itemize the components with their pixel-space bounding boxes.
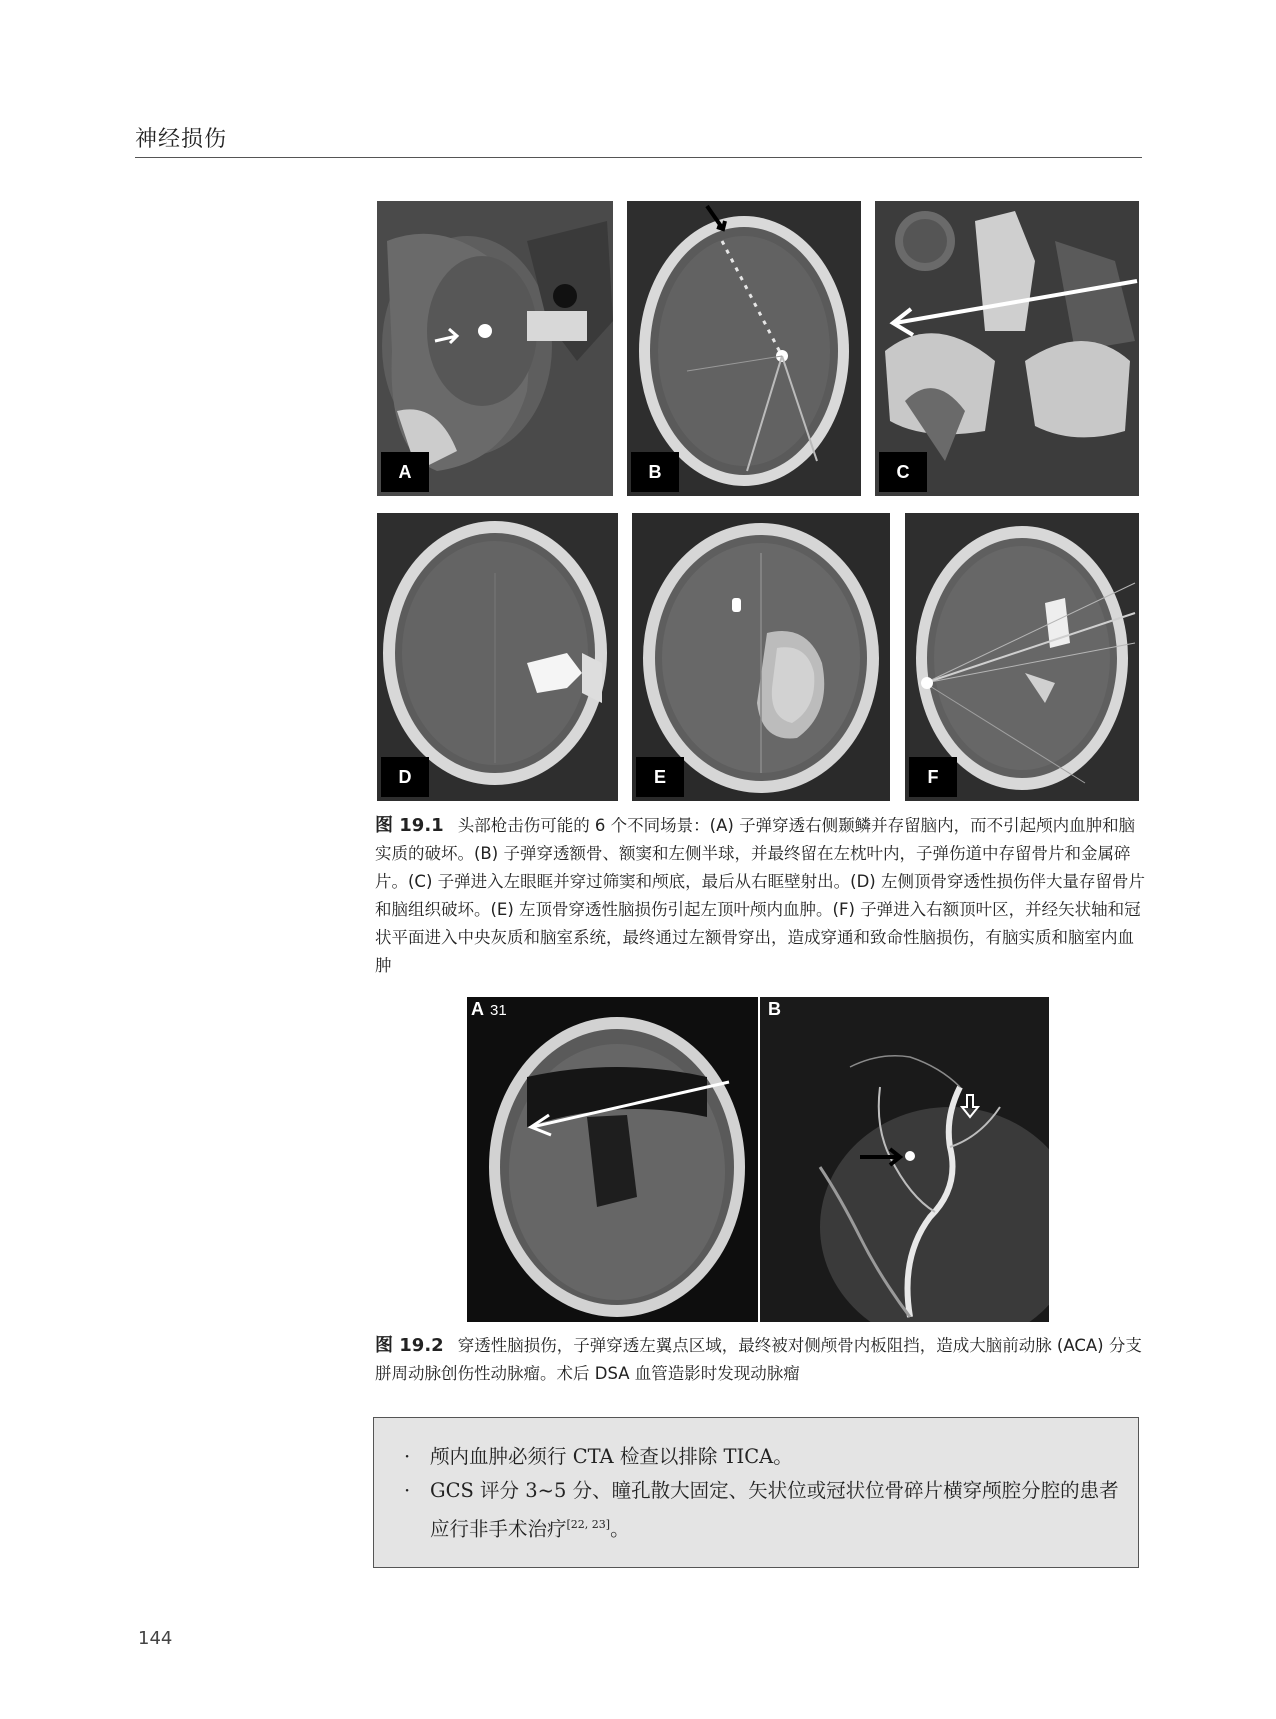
figure-1-caption xyxy=(375,812,1145,980)
ct-image-2a xyxy=(467,997,758,1322)
figure-panel-f xyxy=(905,513,1139,801)
header-rule xyxy=(135,157,1142,158)
figure-panel-d xyxy=(377,513,618,801)
page-number: 144 xyxy=(138,1628,173,1649)
figure-number: 图 19.2 xyxy=(375,1335,444,1356)
panel-label: A xyxy=(381,452,429,492)
caption-text: 头部枪击伤可能的 6 个不同场景：(A) 子弹穿透右侧颞鳞并存留脑内，而不引起颅内血肿和脑实质的破坏。(B) 子弹穿透额骨、额窦和左侧半球，并最终留在左枕叶内，子弹伤道中存留骨片和金属碎片。(C) 子弹进入左眼眶并穿过筛窦和颅底，最后从右眶壁射出。(D) 左侧顶骨穿透性损伤伴大量存留骨片和脑组织破坏。(E) 左顶骨穿透性脑损伤引起左顶叶颅内血肿。(F) 子弹进入右额顶叶区，并经矢状轴和冠状平面进入中央灰质和脑室系统，最终通过左额骨穿出，造成穿通和致命性脑损伤，有脑实质和脑室内血肿 xyxy=(375,816,1145,975)
bullet: · xyxy=(404,1479,411,1502)
figure-number: 图 19.1 xyxy=(375,815,444,836)
figure-2-panel-b xyxy=(760,997,1049,1322)
panel-label: F xyxy=(909,757,957,797)
angiogram-image-2b xyxy=(760,997,1049,1322)
panel-label: A 31 xyxy=(471,999,507,1019)
key-point-item xyxy=(404,1474,1120,1547)
bullet: · xyxy=(404,1445,411,1468)
figure-panel-a xyxy=(377,201,613,496)
key-point-text: 颅内血肿必须行 CTA 检查以排除 TICA。 xyxy=(430,1445,793,1468)
panel-label: B xyxy=(768,999,781,1019)
figure-panel-e xyxy=(632,513,890,801)
panel-label: C xyxy=(879,452,927,492)
caption-text: 穿透性脑损伤，子弹穿透左翼点区域，最终被对侧颅骨内板阻挡，造成大脑前动脉 (ACA) 分支胼周动脉创伤性动脉瘤。术后 DSA 血管造影时发现动脉瘤 xyxy=(375,1336,1142,1383)
figure-panel-c xyxy=(875,201,1139,496)
key-point-item xyxy=(404,1440,1120,1474)
key-point-text: GCS 评分 3~5 分、瞳孔散大固定、矢状位或冠状位骨碎片横穿颅腔分腔的患者应行非手术治疗 xyxy=(430,1479,1119,1541)
panel-label: E xyxy=(636,757,684,797)
running-header: 神经损伤 xyxy=(135,127,228,152)
panel-label: B xyxy=(631,452,679,492)
figure-panel-b xyxy=(627,201,861,496)
panel-label: D xyxy=(381,757,429,797)
figure-2-panel-a xyxy=(467,997,758,1322)
key-point-tail: 。 xyxy=(610,1517,630,1541)
key-points-box xyxy=(373,1417,1139,1568)
figure-2-caption xyxy=(375,1332,1145,1388)
citation[interactable]: [22, 23] xyxy=(566,1518,611,1531)
